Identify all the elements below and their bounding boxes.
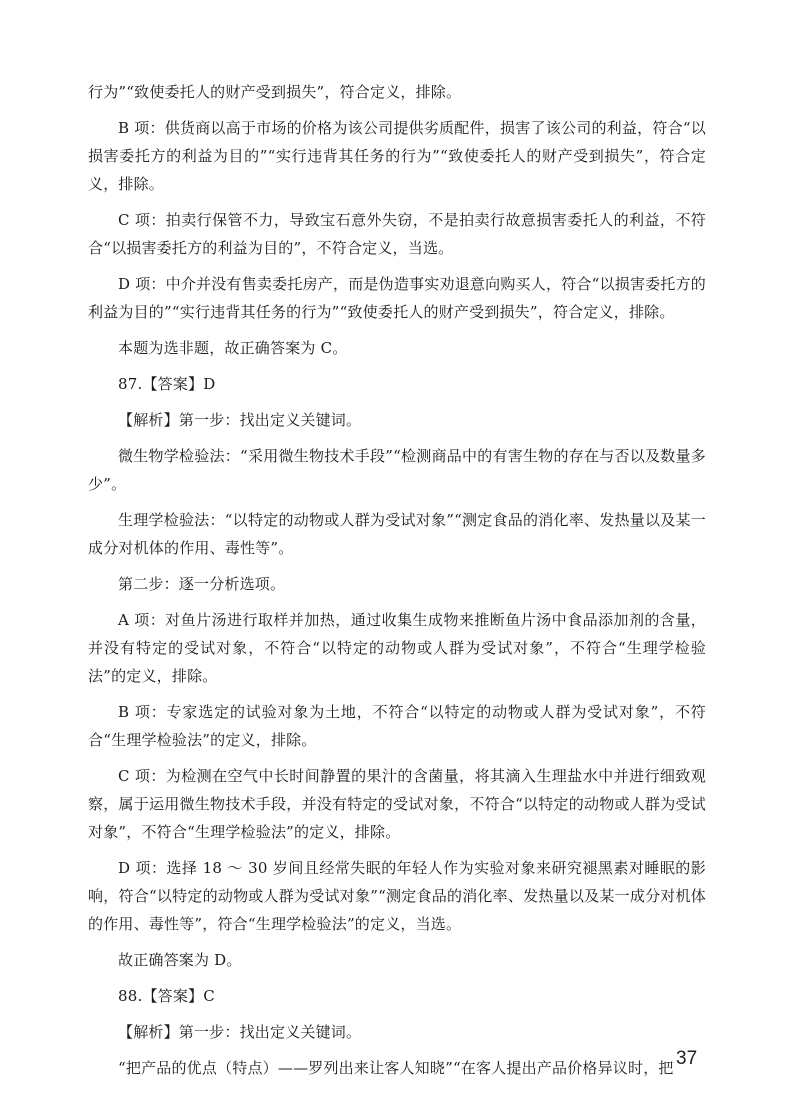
answer-heading-87: 87.【答案】D — [118, 375, 216, 393]
analysis-heading-87: 【解析】第一步：找出定义关键词。 — [118, 411, 362, 429]
paragraph-definition-microbiology: 微生物学检验法：“采用微生物技术手段”“检测商品中的有害生物的存在与否以及数量多少”。 — [88, 447, 706, 493]
page-number: 37 — [676, 1048, 698, 1069]
paragraph-conclusion-86: 本题为选非题，故正确答案为 C。 — [118, 339, 348, 357]
paragraph-87-option-b: B 项：专家选定的试验对象为土地，不符合“以特定的动物或人群为受试对象”，不符合“生理学检验法”的定义，排除。 — [88, 703, 706, 749]
paragraph-87-option-c: C 项：为检测在空气中长时间静置的果汁的含菌量，将其滴入生理盐水中并进行细致观察，属于运用微生物技术手段，并没有特定的受试对象，不符合“以特定的动物或人群为受试对象”，不符合“生理学检验法”的定义，排除。 — [88, 767, 706, 841]
analysis-heading-88: 【解析】第一步：找出定义关键词。 — [118, 1023, 362, 1041]
paragraph-option-b: B 项：供货商以高于市场的价格为该公司提供劣质配件，损害了该公司的利益，符合“以损害委托方的利益为目的”“实行违背其任务的行为”“致使委托人的财产受到损失”，符合定义，排除。 — [88, 119, 706, 193]
paragraph-option-c: C 项：拍卖行保管不力，导致宝石意外失窃，不是拍卖行故意损害委托人的利益，不符合“以损害委托方的利益为目的”，不符合定义，当选。 — [88, 211, 706, 257]
paragraph-88-keywords: “把产品的优点（特点）——罗列出来让客人知晓”“在客人提出产品价格异议时，把 — [118, 1059, 674, 1077]
paragraph-conclusion-87: 故正确答案为 D。 — [118, 951, 242, 969]
paragraph-step-two: 第二步：逐一分析选项。 — [118, 575, 286, 593]
paragraph-87-option-d: D 项：选择 18 ～ 30 岁间且经常失眠的年轻人作为实验对象来研究褪黑素对睡眠的影响，符合“以特定的动物或人群为受试对象”“测定食品的消化率、发热量以及某一成分对机体的作用、毒性等”，符合“生理学检验法”的定义，当选。 — [88, 859, 706, 933]
paragraph-definition-physiology: 生理学检验法：“以特定的动物或人群为受试对象”“测定食品的消化率、发热量以及某一成分对机体的作用、毒性等”。 — [88, 511, 706, 557]
paragraph-0: 行为”“致使委托人的财产受到损失”，符合定义，排除。 — [88, 83, 462, 101]
document-body — [88, 78, 706, 1090]
paragraph-87-option-a: A 项：对鱼片汤进行取样并加热，通过收集生成物来推断鱼片汤中食品添加剂的含量，并没有特定的受试对象，不符合“以特定的动物或人群为受试对象”，不符合“生理学检验法”的定义，排除。 — [88, 611, 706, 685]
answer-heading-88: 88.【答案】C — [118, 987, 215, 1005]
paragraph-option-d: D 项：中介并没有售卖委托房产，而是伪造事实劝退意向购买人，符合“以损害委托方的利益为目的”“实行违背其任务的行为”“致使委托人的财产受到损失”，符合定义，排除。 — [88, 275, 706, 321]
